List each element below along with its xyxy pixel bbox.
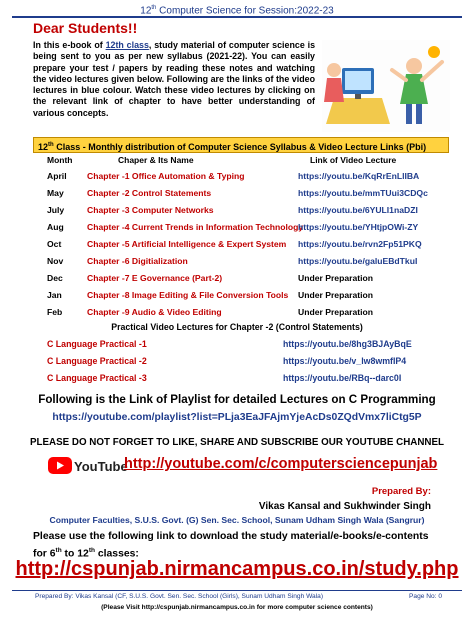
row-video-link[interactable]: https://youtu.be/mmTUui3CDQc [298,188,428,198]
table-title-bar: 12th Class - Monthly distribution of Computer Science Syllabus & Video Lecture Links (Pbi) [33,137,449,153]
row-month: Nov [47,256,64,266]
row-video-link[interactable]: https://youtu.be/6YULI1naDZI [298,205,418,215]
practical-row [0,353,474,369]
playlist-link[interactable]: https://youtube.com/playlist?list=PLja3EaJFAjmYjeAcDs0ZQdVmx7liCtg5P [52,412,422,423]
table-row [0,305,474,320]
row-status: Under Preparation [298,307,373,317]
row-chapter: Chapter -7 E Governance (Part-2) [87,273,223,283]
row-chapter: Chapter -1 Office Automation & Typing [87,171,245,181]
practical-name: C Language Practical -3 [47,373,147,383]
practical-row [0,370,474,386]
practical-link[interactable]: https://youtu.be/8hg3BJAyBqE [283,339,412,349]
playlist-heading: Following is the Link of Playlist for detailed Lectures on C Programming [38,393,436,406]
row-video-link[interactable]: https://youtu.be/galuEBdTkuI [298,256,418,266]
table-row [0,203,474,218]
youtube-logo[interactable] [47,454,128,478]
table-row [0,288,474,303]
practical-link[interactable]: https://youtu.be/v_lw8wmfIP4 [283,356,407,366]
page-number: Page No: 0 [409,593,442,600]
row-chapter: Chapter -6 Digitialization [87,256,188,266]
row-video-link[interactable]: https://youtu.be/YHtjpOWi-ZY [298,222,419,232]
row-month: Feb [47,307,63,317]
youtube-logo-text: YouTube [74,459,128,474]
row-chapter: Chapter -3 Computer Networks [87,205,214,215]
practical-row [0,336,474,352]
row-status: Under Preparation [298,290,373,300]
row-month: April [47,171,67,181]
row-chapter: Chapter -2 Control Statements [87,188,212,198]
table-row [0,186,474,201]
prepared-names: Vikas Kansal and Sukhwinder Singh [258,501,431,512]
practical-name: C Language Practical -2 [47,356,147,366]
row-month: Oct [47,239,62,249]
footer-divider [12,590,462,591]
row-month: Jan [47,290,62,300]
row-video-link[interactable]: https://youtu.be/KqRrEnLlIBA [298,171,420,181]
footer-prepared-by: Prepared By: Vikas Kansal (CF, S.U.S. Govt. Sen. Sec. School (Girls), Sunam Udham Singh Wala) [35,593,324,600]
row-month: May [47,188,64,198]
footer-visit-note: (Please Visit http://cspunjab.nirmancampus.co.in for more computer science contents) [101,604,373,611]
row-chapter: Chapter -4 Current Trends in Information Technology [87,222,304,232]
greeting: Dear Students!! [33,20,138,36]
faculty-line: Computer Faculties, S.U.S. Govt. (G) Sen. Sec. School, Sunam Udham Singh Wala (Sangrur) [49,515,425,525]
column-header-link: Link of Video Lecture [310,155,397,165]
students-computer-illustration [322,40,450,132]
row-month: Aug [47,222,64,232]
table-row [0,237,474,252]
table-row [0,254,474,269]
table-row [0,169,474,184]
row-month: July [47,205,65,215]
row-month: Dec [47,273,63,283]
practical-heading: Practical Video Lectures for Chapter -2 (Control Statements) [111,322,363,332]
subscribe-reminder: PLEASE DO NOT FORGET TO LIKE, SHARE AND SUBSCRIBE OUR YOUTUBE CHANNEL [29,437,445,448]
header-divider [12,16,462,18]
row-chapter: Chapter -9 Audio & Video Editing [87,307,222,317]
row-video-link[interactable]: https://youtu.be/rvn2Fp51PKQ [298,239,422,249]
row-chapter: Chapter -5 Artificial Intelligence & Expert System [87,239,287,249]
intro-paragraph: In this e-book of 12th class, study material of computer science is being sent to you as per new syllabus (2021-22). You can easily prepare your test / papers by reading these notes and watching the video lectures given below. Following are the links of the video lectures in blue colour. Watch these video lectures by clicking on the relevant link of chapter to have better understanding of various concepts. [33,40,316,118]
class-link[interactable]: 12th class [105,40,149,50]
practical-link[interactable]: https://youtu.be/RBq--darc0I [283,373,402,383]
table-row [0,271,474,286]
practical-name: C Language Practical -1 [47,339,147,349]
table-row [0,220,474,235]
prepared-by-label: Prepared By: [371,486,431,497]
download-instructions: Please use the following link to download the study material/e-books/e-contents for 6th to 12th classes: [33,531,429,559]
channel-link[interactable]: http://youtube.com/c/computersciencepunjab [124,456,438,472]
row-chapter: Chapter -8 Image Editing & File Conversion Tools [87,290,289,300]
study-material-link[interactable]: http://cspunjab.nirmancampus.co.in/study.php [15,558,459,580]
page-header: 12th Computer Science for Session:2022-23 [140,5,334,17]
row-status: Under Preparation [298,273,373,283]
column-header-month: Month [47,155,73,165]
column-header-chapter: Chaper & Its Name [118,155,194,165]
